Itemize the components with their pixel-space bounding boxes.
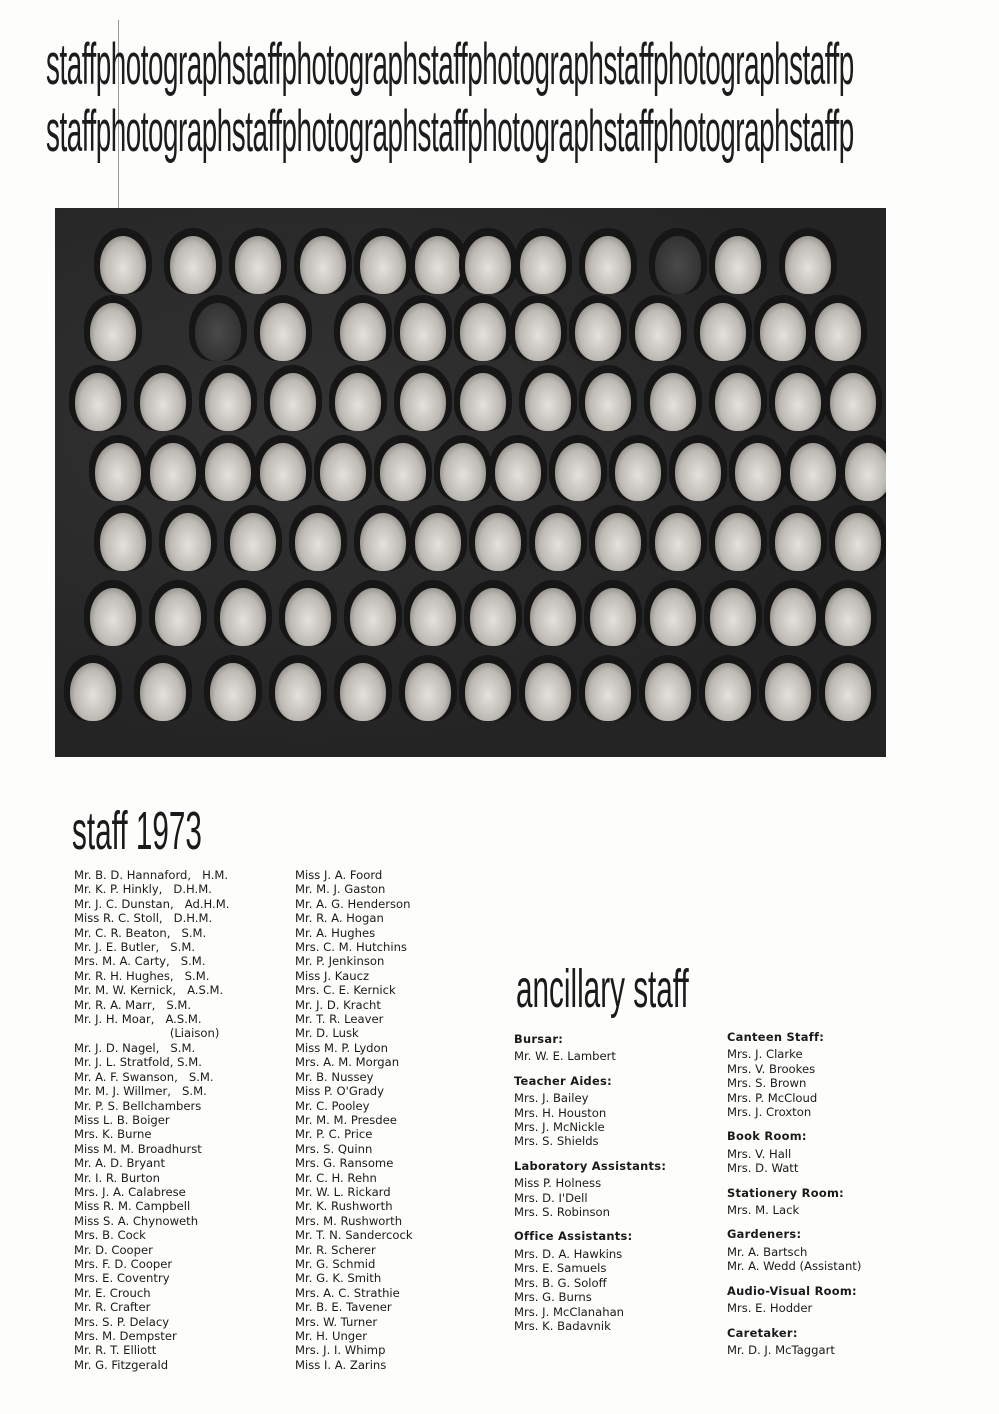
staff-list-item: Mrs. C. M. Hutchins [295, 940, 407, 955]
staff-face [350, 588, 396, 646]
staff-face [525, 373, 571, 431]
staff-face [95, 443, 141, 501]
staff-list-item: Mrs. G. Ransome [295, 1156, 394, 1171]
ancillary-member: Mrs. E. Hodder [727, 1301, 813, 1316]
ancillary-group [727, 1030, 861, 1119]
staff-list-item: Mr. C. Pooley [295, 1098, 370, 1113]
staff-face [460, 303, 506, 361]
staff-face [140, 373, 186, 431]
ancillary-member: Mrs. H. Houston [514, 1105, 607, 1120]
ancillary-group-heading: Stationery Room: [727, 1185, 844, 1200]
staff-face [75, 373, 121, 431]
ancillary-member: Mrs. D. Watt [727, 1161, 799, 1176]
staff-face [275, 663, 321, 721]
staff-face [615, 443, 661, 501]
staff-face [295, 513, 341, 571]
ancillary-member: Mr. A. Wedd (Assistant) [727, 1259, 862, 1274]
staff-list-item: Miss I. A. Zarins [295, 1357, 387, 1372]
staff-list-item: Mr. P. Jenkinson [295, 954, 385, 969]
staff-list-item: Mr. W. L. Rickard [295, 1184, 391, 1199]
ancillary-group [514, 1159, 666, 1220]
staff-list-item: Mrs. M. Dempster [74, 1329, 177, 1343]
staff-list-item: Mr. D. Cooper [74, 1242, 153, 1257]
staff-list-item: Mrs. J. I. Whimp [295, 1343, 386, 1358]
staff-list-item: Mr. R. Scherer [295, 1242, 376, 1257]
staff-face [170, 236, 216, 294]
staff-face [320, 443, 366, 501]
ancillary-group [514, 1074, 666, 1149]
staff-face [340, 663, 386, 721]
ancillary-group [727, 1284, 861, 1316]
staff-face [165, 513, 211, 571]
staff-list-item: Mrs. M. Rushworth [295, 1213, 403, 1228]
staff-face [140, 663, 186, 721]
staff-face [765, 663, 811, 721]
staff-face [650, 373, 696, 431]
staff-face [410, 588, 456, 646]
ancillary-list-left [514, 1032, 666, 1343]
ancillary-member: Mrs. B. G. Soloff [514, 1275, 607, 1290]
staff-list-item: Mr. D. Lusk [295, 1026, 359, 1041]
staff-list-item: Miss S. A. Chynoweth [74, 1213, 199, 1228]
staff-face [775, 513, 821, 571]
staff-face [585, 663, 631, 721]
staff-list-item: Mr. J. D. Nagel, S.M. [74, 1040, 196, 1055]
staff-face [470, 588, 516, 646]
staff-face [235, 236, 281, 294]
staff-face [405, 663, 451, 721]
staff-list-item: Mr. A. Hughes [295, 925, 376, 940]
staff-list-item: Mr. J. E. Butler, S.M. [74, 940, 196, 955]
staff-face [465, 236, 511, 294]
ancillary-member: Mrs. J. Bailey [514, 1091, 589, 1106]
banner-text-line-2: staffphotographstaffphotographstaffphotographstaffphotographstaffp [46, 99, 854, 164]
staff-list-item: Mr. C. H. Rehn [295, 1170, 377, 1185]
ancillary-group-heading: Teacher Aides: [514, 1073, 612, 1088]
staff-face [260, 443, 306, 501]
ancillary-member: Mr. A. Bartsch [727, 1244, 808, 1259]
ancillary-member: Miss P. Holness [514, 1176, 602, 1191]
staff-face [495, 443, 541, 501]
staff-face [585, 373, 631, 431]
staff-face [360, 236, 406, 294]
ancillary-group [727, 1227, 861, 1273]
staff-face [710, 588, 756, 646]
ancillary-member: Mrs. K. Badavnik [514, 1318, 611, 1333]
staff-list-item: Mrs. A. C. Strathie [295, 1285, 400, 1300]
staff-face [815, 303, 861, 361]
staff-face [380, 443, 426, 501]
staff-face [335, 373, 381, 431]
staff-list-item: Mr. E. Crouch [74, 1285, 151, 1300]
ancillary-member: Mrs. D. I'Dell [514, 1190, 588, 1205]
staff-list-item: Mrs. M. A. Carty, S.M. [74, 954, 206, 969]
staff-list-item: Miss R. M. Campbell [74, 1199, 191, 1214]
staff-list-item: Mr. H. Unger [295, 1329, 368, 1343]
staff-face [700, 303, 746, 361]
staff-face [205, 443, 251, 501]
staff-list-item: Mr. J. H. Moar, A.S.M. [74, 1012, 202, 1027]
staff-face [825, 588, 871, 646]
ancillary-group-heading: Gardeners: [727, 1227, 802, 1242]
ancillary-group-heading: Audio-Visual Room: [727, 1283, 857, 1298]
ancillary-member: Mrs. D. A. Hawkins [514, 1246, 623, 1261]
staff-face [460, 373, 506, 431]
ancillary-member: Mrs. J. Croxton [727, 1105, 812, 1120]
staff-list-column-2 [295, 868, 413, 1372]
staff-face [415, 513, 461, 571]
staff-list-item: Miss R. C. Stoll, D.H.M. [74, 911, 213, 926]
ancillary-member: Mrs. G. Burns [514, 1290, 592, 1305]
staff-list-item: Mr. R. Crafter [74, 1300, 151, 1315]
staff-list-item: Mr. I. R. Burton [74, 1170, 160, 1185]
staff-list-item: Mr. G. Fitzgerald [74, 1357, 169, 1372]
staff-face [260, 303, 306, 361]
staff-face [400, 303, 446, 361]
ancillary-group [727, 1186, 861, 1218]
staff-face [555, 443, 601, 501]
staff-list-item: Mrs. B. Cock [74, 1228, 146, 1243]
staff-face [520, 236, 566, 294]
staff-face [590, 588, 636, 646]
ancillary-member: Mrs. E. Samuels [514, 1261, 607, 1276]
staff-list-item: Mr. B. E. Tavener [295, 1300, 392, 1315]
staff-list-item: Mrs. A. M. Morgan [295, 1055, 400, 1070]
ancillary-group-heading: Bursar: [514, 1032, 564, 1046]
staff-face [400, 373, 446, 431]
staff-list-item: Mrs. K. Burne [74, 1127, 152, 1142]
staff-face [90, 303, 136, 361]
ancillary-group-heading: Caretaker: [727, 1325, 798, 1340]
staff-face [645, 663, 691, 721]
staff-list-column-1 [74, 868, 229, 1372]
staff-face [830, 373, 876, 431]
staff-list-item: Mr. A. F. Swanson, S.M. [74, 1069, 214, 1084]
staff-list-item: Mr. R. A. Marr, S.M. [74, 997, 192, 1012]
ancillary-member: Mrs. M. Lack [727, 1203, 800, 1218]
staff-face [210, 663, 256, 721]
staff-list-item: Miss M. P. Lydon [295, 1040, 388, 1055]
ancillary-group-heading: Office Assistants: [514, 1229, 633, 1244]
staff-face [650, 588, 696, 646]
staff-face [475, 513, 521, 571]
staff-face [715, 236, 761, 294]
staff-face [585, 236, 631, 294]
staff-face [440, 443, 486, 501]
staff-list-item: Mr. C. R. Beaton, S.M. [74, 925, 207, 940]
staff-list-item: Mr. P. S. Bellchambers [74, 1098, 202, 1113]
staff-list-item: Mr. R. A. Hogan [295, 911, 384, 926]
ancillary-member: Mr. D. J. McTaggart [727, 1342, 835, 1357]
staff-list-item: Mr. M. J. Gaston [295, 882, 386, 897]
staff-face [360, 513, 406, 571]
ancillary-member: Mrs. V. Brookes [727, 1061, 816, 1076]
staff-list-item: Mr. A. G. Henderson [295, 896, 411, 911]
staff-face [735, 443, 781, 501]
staff-face [515, 303, 561, 361]
staff-list-item: Mr. G. Schmid [295, 1256, 376, 1271]
staff-list-item: Mr. K. P. Hinkly, D.H.M. [74, 882, 212, 897]
staff-face [70, 663, 116, 721]
staff-face [655, 236, 701, 294]
ancillary-member: Mrs. J. McNickle [514, 1120, 605, 1135]
staff-list-item: Mrs. S. P. Delacy [74, 1314, 170, 1329]
staff-list-item: Mr. A. D. Bryant [74, 1156, 166, 1171]
staff-face [595, 513, 641, 571]
ancillary-group [514, 1032, 666, 1064]
staff-list-item: Mrs. C. E. Kernick [295, 983, 396, 998]
staff-list-item: Mrs. E. Coventry [74, 1271, 170, 1286]
staff-face [655, 513, 701, 571]
staff-face [785, 236, 831, 294]
staff-list-item: Mr. T. N. Sandercock [295, 1228, 413, 1243]
staff-face [205, 373, 251, 431]
staff-list-item: Mrs. S. Quinn [295, 1141, 373, 1156]
staff-list-item: Miss P. O'Grady [295, 1084, 384, 1099]
staff-list-item: Miss J. A. Foord [295, 868, 383, 882]
staff-face [155, 588, 201, 646]
ancillary-member: Mrs. J. Clarke [727, 1047, 803, 1062]
staff-face [675, 443, 721, 501]
staff-face [220, 588, 266, 646]
ancillary-member: Mrs. S. Shields [514, 1134, 599, 1149]
ancillary-member: Mrs. V. Hall [727, 1146, 792, 1161]
staff-face [195, 303, 241, 361]
staff-face [285, 588, 331, 646]
ancillary-group-heading: Canteen Staff: [727, 1030, 825, 1044]
staff-list-item: Mrs. J. A. Calabrese [74, 1184, 186, 1199]
staff-list-item: Mr. M. W. Kernick, A.S.M. [74, 983, 224, 998]
staff-face [845, 443, 886, 501]
staff-face [635, 303, 681, 361]
staff-list-item: Mr. R. H. Hughes, S.M. [74, 968, 210, 983]
staff-list-item: Mr. J. L. Stratfold, S.M. [74, 1055, 202, 1070]
staff-face [530, 588, 576, 646]
staff-face [715, 373, 761, 431]
staff-face [270, 373, 316, 431]
ancillary-member: Mrs. P. McCloud [727, 1090, 818, 1105]
ancillary-member: Mrs. J. McClanahan [514, 1304, 625, 1319]
staff-list-item: Mr. P. C. Price [295, 1127, 373, 1142]
staff-list-item: Mr. T. R. Leaver [295, 1012, 384, 1027]
staff-face [705, 663, 751, 721]
staff-section-title: staff 1973 [72, 801, 202, 861]
staff-face [775, 373, 821, 431]
staff-face [150, 443, 196, 501]
staff-face [525, 663, 571, 721]
staff-face [770, 588, 816, 646]
staff-face [90, 588, 136, 646]
staff-list-item: Mr. B. Nussey [295, 1069, 374, 1084]
staff-face [575, 303, 621, 361]
staff-list-item: Mr. R. T. Elliott [74, 1343, 157, 1358]
ancillary-member: Mrs. S. Brown [727, 1076, 807, 1091]
staff-list-item: Mr. J. D. Kracht [295, 997, 381, 1012]
staff-face [100, 513, 146, 571]
ancillary-member: Mrs. S. Robinson [514, 1205, 610, 1220]
staff-list-item: Mr. M. J. Willmer, S.M. [74, 1084, 207, 1099]
staff-face [340, 303, 386, 361]
staff-face [465, 663, 511, 721]
ancillary-group-heading: Laboratory Assistants: [514, 1158, 667, 1173]
ancillary-section-title: ancillary staff [516, 959, 689, 1019]
staff-face [535, 513, 581, 571]
staff-face [825, 663, 871, 721]
staff-list-item: Miss M. M. Broadhurst [74, 1141, 202, 1156]
staff-list-item: Mr. J. C. Dunstan, Ad.H.M. [74, 896, 230, 911]
staff-list-item: Mr. B. D. Hannaford, H.M. [74, 868, 229, 882]
staff-face [100, 236, 146, 294]
ancillary-group-heading: Book Room: [727, 1129, 807, 1144]
staff-face [300, 236, 346, 294]
staff-list-item: Miss L. B. Boiger [74, 1112, 170, 1127]
staff-list-item: Mr. G. K. Smith [295, 1271, 382, 1286]
staff-list-item: Mr. M. M. Presdee [295, 1112, 397, 1127]
ancillary-group [727, 1129, 861, 1175]
ancillary-group [514, 1229, 666, 1333]
ancillary-list-right [727, 1030, 861, 1367]
banner-text-line-1: staffphotographstaffphotographstaffphotographstaffphotographstaffp [46, 32, 854, 97]
ancillary-member: Mr. W. E. Lambert [514, 1049, 616, 1064]
staff-photo-collage [55, 208, 886, 757]
staff-face [760, 303, 806, 361]
staff-face [835, 513, 881, 571]
staff-face [415, 236, 461, 294]
staff-face [715, 513, 761, 571]
staff-list-item: (Liaison) [74, 1026, 220, 1041]
staff-face [230, 513, 276, 571]
staff-list-item: Miss J. Kaucz [295, 968, 370, 983]
staff-face [790, 443, 836, 501]
staff-list-item: Mr. K. Rushworth [295, 1199, 393, 1214]
ancillary-group [727, 1326, 861, 1358]
staff-list-item: Mrs. F. D. Cooper [74, 1256, 173, 1271]
staff-list-item: Mrs. W. Turner [295, 1314, 378, 1329]
